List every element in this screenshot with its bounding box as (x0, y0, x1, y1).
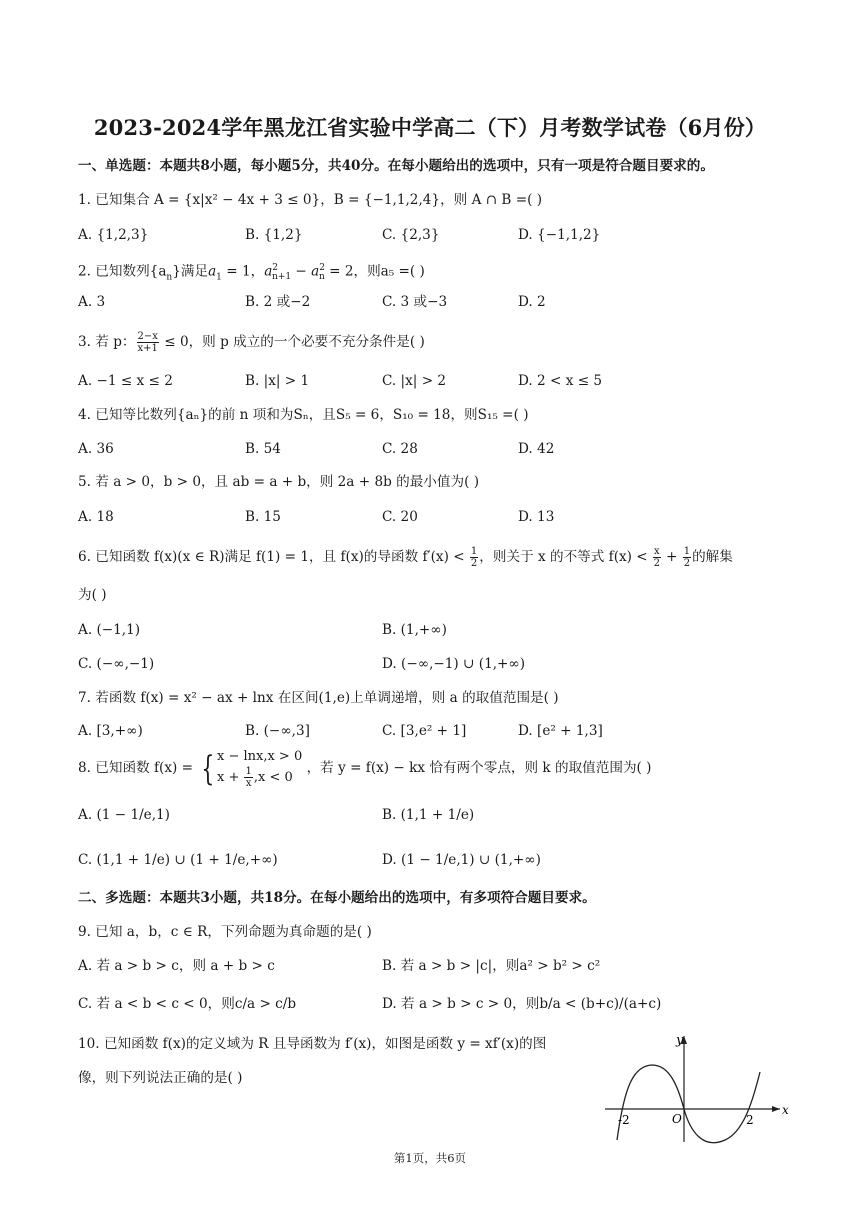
question-8-stem (78, 747, 651, 789)
curve-xf-prime (617, 1065, 760, 1143)
question-8-option-d: D. (1 − 1/e,1) ∪ (1,+∞) (382, 852, 541, 868)
x-axis-label: x (782, 1103, 789, 1117)
question-2-stem-suffix: ，则a₅ =( ) (353, 263, 425, 280)
question-4-option-d: D. 42 (518, 441, 555, 457)
question-6-stem-middle: ，则关于 x 的不等式 f(x) < (479, 549, 648, 565)
section-heading-single-choice: 一、单选题：本题共8小题，每小题5分，共40分。在每小题给出的选项中，只有一项是符合题目要求的。 (78, 158, 714, 174)
piecewise-case-2-suffix: ,x < 0 (253, 770, 293, 785)
question-3-option-a: A. −1 ≤ x ≤ 2 (78, 373, 173, 389)
piecewise-brace: { (201, 748, 215, 789)
question-7-option-a: A. [3,+∞) (78, 723, 143, 739)
question-2-stem: 2. 已知数列$\{a_n\}$满足$a_1 = 1$，$a^2_{n+1} - a^2_n = 2$，则a₅ =( ) (78, 263, 425, 283)
question-1-option-a: A. {1,2,3} (78, 227, 149, 243)
piecewise-case-1: x − lnx,x > 0 (216, 749, 303, 764)
question-4-option-b: B. 54 (245, 441, 281, 457)
question-1-option-b: B. {1,2} (245, 227, 303, 243)
section-heading-multi-choice: 二、多选题：本题共3小题，共18分。在每小题给出的选项中，有多项符合题目要求。 (78, 890, 596, 906)
question-2-option-c: C. 3 或−3 (382, 294, 448, 310)
question-8-option-c: C. (1,1 + 1/e) ∪ (1 + 1/e,+∞) (78, 852, 278, 868)
question-6-stem-prefix: 6. 已知函数 f(x)(x ∈ R)满足 f(1) = 1，且 f(x)的导函数 f′(x) < (78, 549, 465, 565)
question-10-stem-line2: 像，则下列说法正确的是( ) (78, 1070, 243, 1086)
question-4-option-c: C. 28 (382, 441, 418, 457)
question-3-option-b: B. |x| > 1 (245, 373, 310, 389)
question-1-option-c: C. {2,3} (382, 227, 440, 243)
x-axis-arrow (772, 1106, 780, 1112)
question-8-stem-prefix: 8. 已知函数 f(x) = (78, 760, 194, 776)
piecewise-cases: x − lnx,x > 0 x + $\frac{1}{x}$ ,x < 0 (216, 749, 303, 789)
question-8-option-a: A. (1 − 1/e,1) (78, 807, 170, 823)
question-3-option-d: D. 2 < x ≤ 5 (518, 373, 603, 389)
page-title: 2023-2024学年黑龙江省实验中学高二（下）月考数学试卷（6月份） (93, 115, 767, 140)
question-9-option-c: C. 若 a < b < c < 0，则c/a > c/b (78, 996, 297, 1012)
question-4-stem: 4. 已知等比数列{aₙ}的前 n 项和为Sₙ，且S₅ = 6，S₁₀ = 18，则S₁₅ =( ) (78, 407, 529, 423)
page-footer: 第1页，共6页 (393, 1151, 467, 1165)
question-6-stem-suffix: 的解集 (692, 549, 733, 565)
question-3-fraction-denominator: x+1 (137, 343, 158, 354)
question-9-option-d: D. 若 a > b > c > 0，则b/a < (b+c)/(a+c) (382, 996, 662, 1012)
question-6-stem: 6. 已知函数 f(x)(x ∈ R)满足 f(1) = 1，且 f(x)的导函数 f′(x) < $\frac{1}{2}$ ，则关于 x 的不等式 f(x) < $\frac{x}{2}$ + $\frac{1}{2}$ 的解集 (78, 546, 733, 569)
question-3-stem-suffix: ≤ 0，则 p 成立的一个必要不充分条件是( ) (159, 334, 425, 350)
question-6-option-c: C. (−∞,−1) (78, 656, 155, 672)
question-3-fraction-numerator: 2−x (137, 331, 158, 342)
question-10-stem-line1: 10. 已知函数 f(x)的定义域为 R 且导函数为 f′(x)，如图是函数 y = xf′(x)的图 (78, 1036, 547, 1052)
question-2-option-d: D. 2 (518, 294, 546, 310)
question-5-stem: 5. 若 a > 0，b > 0，且 ab = a + b，则 2a + 8b 的最小值为( ) (78, 474, 480, 490)
question-6-option-d: D. (−∞,−1) ∪ (1,+∞) (382, 656, 526, 672)
piecewise-case-2-prefix: x + (216, 770, 240, 785)
origin-label: O (672, 1112, 682, 1126)
question-5-option-b: B. 15 (245, 509, 281, 525)
question-3-fraction (137, 331, 159, 354)
question-3-stem-prefix: 3. 若 p： (78, 334, 136, 350)
question-2-option-b: B. 2 或−2 (245, 294, 311, 310)
question-1-option-d: D. {−1,1,2} (518, 227, 601, 243)
question-6-option-a: A. (−1,1) (78, 622, 141, 638)
question-7-stem: 7. 若函数 f(x) = x² − ax + lnx 在区间(1,e)上单调递增，则 a 的取值范围是( ) (78, 690, 559, 706)
question-9-option-a: A. 若 a > b > c，则 a + b > c (78, 958, 275, 974)
question-5-option-c: C. 20 (382, 509, 418, 525)
question-7-option-d: D. [e² + 1,3] (518, 723, 603, 739)
question-8-stem-suffix: ，若 y = f(x) − kx 恰有两个零点，则 k 的取值范围为( ) (306, 760, 652, 776)
function-graph (600, 1032, 790, 1144)
question-6-stem-line2: 为( ) (78, 587, 107, 603)
question-5-option-d: D. 13 (518, 509, 555, 525)
question-2-option-a: A. 3 (78, 294, 106, 310)
question-8-option-b: B. (1,1 + 1/e) (382, 807, 475, 823)
tick-label-2: 2 (746, 1113, 754, 1127)
question-3-stem (78, 331, 425, 354)
question-4-option-a: A. 36 (78, 441, 114, 457)
question-7-option-b: B. (−∞,3] (245, 723, 310, 739)
question-9-stem: 9. 已知 a，b，c ∈ R，下列命题为真命题的是( ) (78, 924, 372, 940)
question-3-option-c: C. |x| > 2 (382, 373, 447, 389)
question-1-stem: 1. 已知集合 A = {x|x² − 4x + 3 ≤ 0}，B = {−1,1,2,4}，则 A ∩ B =( ) (78, 192, 543, 208)
question-2-stem-prefix: 2. 已知数列{a (78, 263, 167, 280)
y-axis-label: y (676, 1033, 684, 1048)
question-9-option-b: B. 若 a > b > |c|，则a² > b² > c² (382, 958, 601, 974)
question-5-option-a: A. 18 (78, 509, 114, 525)
question-7-option-c: C. [3,e² + 1] (382, 723, 467, 739)
tick-label-minus-2: -2 (618, 1113, 630, 1127)
question-6-option-b: B. (1,+∞) (382, 622, 447, 638)
